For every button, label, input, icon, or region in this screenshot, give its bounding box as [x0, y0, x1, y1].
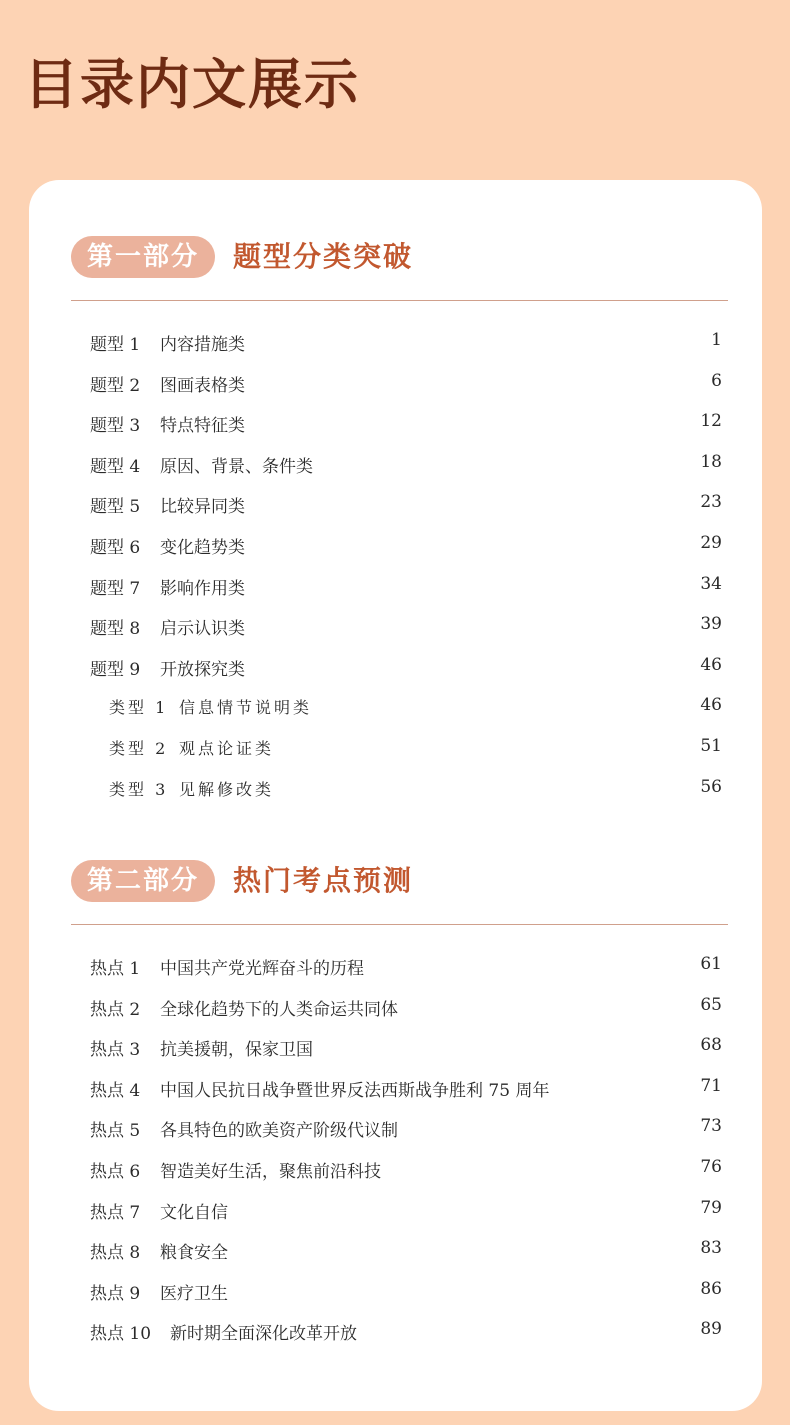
- toc-entry[interactable]: [71, 1279, 728, 1320]
- entry-title: 医疗卫生: [160, 1283, 228, 1304]
- part2-title: 热门考点预测: [233, 864, 414, 897]
- entry-page: 79: [700, 1197, 722, 1218]
- toc-entry[interactable]: [71, 371, 728, 412]
- toc-entry[interactable]: [71, 1238, 728, 1279]
- toc-subentry[interactable]: [71, 695, 728, 736]
- entry-page: 12: [700, 411, 722, 432]
- entry-label: 热点 4: [90, 1080, 141, 1101]
- part1-divider: [71, 300, 728, 301]
- entry-title: 比较异同类: [160, 497, 245, 518]
- toc-entry[interactable]: [71, 533, 728, 574]
- toc-card: [29, 180, 762, 1411]
- toc-entry[interactable]: [71, 954, 728, 995]
- entry-label: 题型 8: [90, 619, 141, 640]
- entry-title: 启示认识类: [160, 619, 245, 640]
- entry-title: 见解修改类: [179, 779, 275, 799]
- part2-section: [71, 860, 728, 1345]
- entry-label: 题型 7: [90, 578, 141, 599]
- part1-section: [71, 236, 728, 799]
- entry-label: 热点 3: [90, 1040, 141, 1061]
- part1-badge: 第一部分: [71, 236, 215, 278]
- entry-label: 题型 2: [90, 375, 141, 396]
- entry-title: 中国共产党光辉奋斗的历程: [160, 959, 364, 979]
- entry-label: 题型 6: [90, 537, 141, 558]
- entry-title: 粮食安全: [160, 1243, 228, 1264]
- toc-entry[interactable]: [71, 1198, 728, 1239]
- entry-page: 1: [711, 330, 722, 350]
- entry-label: 类型 1: [109, 698, 169, 718]
- toc-entry[interactable]: [71, 452, 728, 493]
- entry-title: 文化自信: [160, 1202, 228, 1223]
- toc-entry[interactable]: [71, 1035, 728, 1076]
- toc-entry[interactable]: [71, 330, 728, 371]
- page-title: 目录内文展示: [24, 53, 360, 116]
- entry-title: 观点论证类: [179, 738, 275, 758]
- entry-label: 题型 4: [90, 456, 141, 477]
- entry-page: 34: [700, 573, 722, 594]
- entry-label: 热点 6: [90, 1161, 141, 1182]
- entry-title: 开放探究类: [160, 659, 245, 680]
- part1-list: [71, 330, 728, 817]
- entry-page: 76: [700, 1156, 722, 1177]
- entry-label: 题型 5: [90, 497, 141, 518]
- entry-page: 46: [700, 654, 722, 675]
- entry-page: 51: [700, 735, 722, 756]
- entry-page: 73: [700, 1116, 722, 1137]
- toc-entry[interactable]: [71, 574, 728, 615]
- part1-header: [71, 236, 728, 280]
- entry-title: 全球化趋势下的人类命运共同体: [160, 999, 398, 1020]
- part1-title: 题型分类突破: [233, 240, 414, 273]
- entry-page: 89: [700, 1319, 722, 1340]
- toc-entry[interactable]: [71, 614, 728, 655]
- toc-entry[interactable]: [71, 1076, 728, 1117]
- entry-title: 智造美好生活，聚焦前沿科技: [160, 1161, 381, 1182]
- entry-page: 29: [700, 532, 722, 553]
- entry-label: 类型 2: [109, 738, 169, 758]
- entry-page: 68: [700, 1035, 722, 1056]
- entry-page: 6: [711, 370, 722, 391]
- part2-header: [71, 860, 728, 904]
- entry-page: 23: [700, 492, 722, 513]
- entry-label: 题型 3: [90, 416, 141, 437]
- entry-label: 热点 7: [90, 1202, 141, 1223]
- entry-label: 热点 8: [90, 1243, 141, 1264]
- entry-page: 71: [700, 1075, 722, 1096]
- entry-title: 特点特征类: [160, 416, 245, 437]
- entry-page: 46: [700, 695, 722, 716]
- part2-list: [71, 954, 728, 1360]
- toc-entry[interactable]: [71, 995, 728, 1036]
- toc-subentry[interactable]: [71, 736, 728, 777]
- entry-label: 热点 9: [90, 1283, 141, 1304]
- entry-title: 图画表格类: [160, 375, 245, 396]
- part2-badge: 第二部分: [71, 860, 215, 902]
- entry-label: 热点 2: [90, 999, 141, 1020]
- entry-page: 83: [700, 1238, 722, 1259]
- toc-entry[interactable]: [71, 1319, 728, 1360]
- entry-label: 热点 10: [90, 1324, 152, 1345]
- entry-title: 内容措施类: [160, 335, 245, 355]
- toc-subentry[interactable]: [71, 777, 728, 818]
- entry-title: 抗美援朝，保家卫国: [160, 1040, 313, 1061]
- entry-page: 65: [700, 994, 722, 1015]
- entry-title: 信息情节说明类: [179, 698, 313, 718]
- entry-label: 类型 3: [109, 779, 169, 799]
- toc-entry[interactable]: [71, 411, 728, 452]
- entry-page: 39: [700, 614, 722, 635]
- entry-label: 题型 1: [90, 335, 141, 355]
- entry-page: 18: [700, 451, 722, 472]
- entry-title: 中国人民抗日战争暨世界反法西斯战争胜利 75 周年: [160, 1080, 550, 1101]
- entry-title: 变化趋势类: [160, 537, 245, 558]
- entry-label: 热点 1: [90, 959, 141, 979]
- entry-page: 61: [700, 954, 722, 974]
- entry-title: 影响作用类: [160, 578, 245, 599]
- entry-page: 86: [700, 1278, 722, 1299]
- entry-label: 题型 9: [90, 659, 141, 680]
- toc-entry[interactable]: [71, 1116, 728, 1157]
- toc-entry[interactable]: [71, 492, 728, 533]
- part2-divider: [71, 924, 728, 925]
- entry-page: 56: [700, 776, 722, 797]
- entry-title: 各具特色的欧美资产阶级代议制: [160, 1121, 398, 1142]
- entry-title: 新时期全面深化改革开放: [170, 1324, 357, 1345]
- toc-entry[interactable]: [71, 1157, 728, 1198]
- entry-label: 热点 5: [90, 1121, 141, 1142]
- toc-entry[interactable]: [71, 655, 728, 696]
- entry-title: 原因、背景、条件类: [160, 456, 313, 477]
